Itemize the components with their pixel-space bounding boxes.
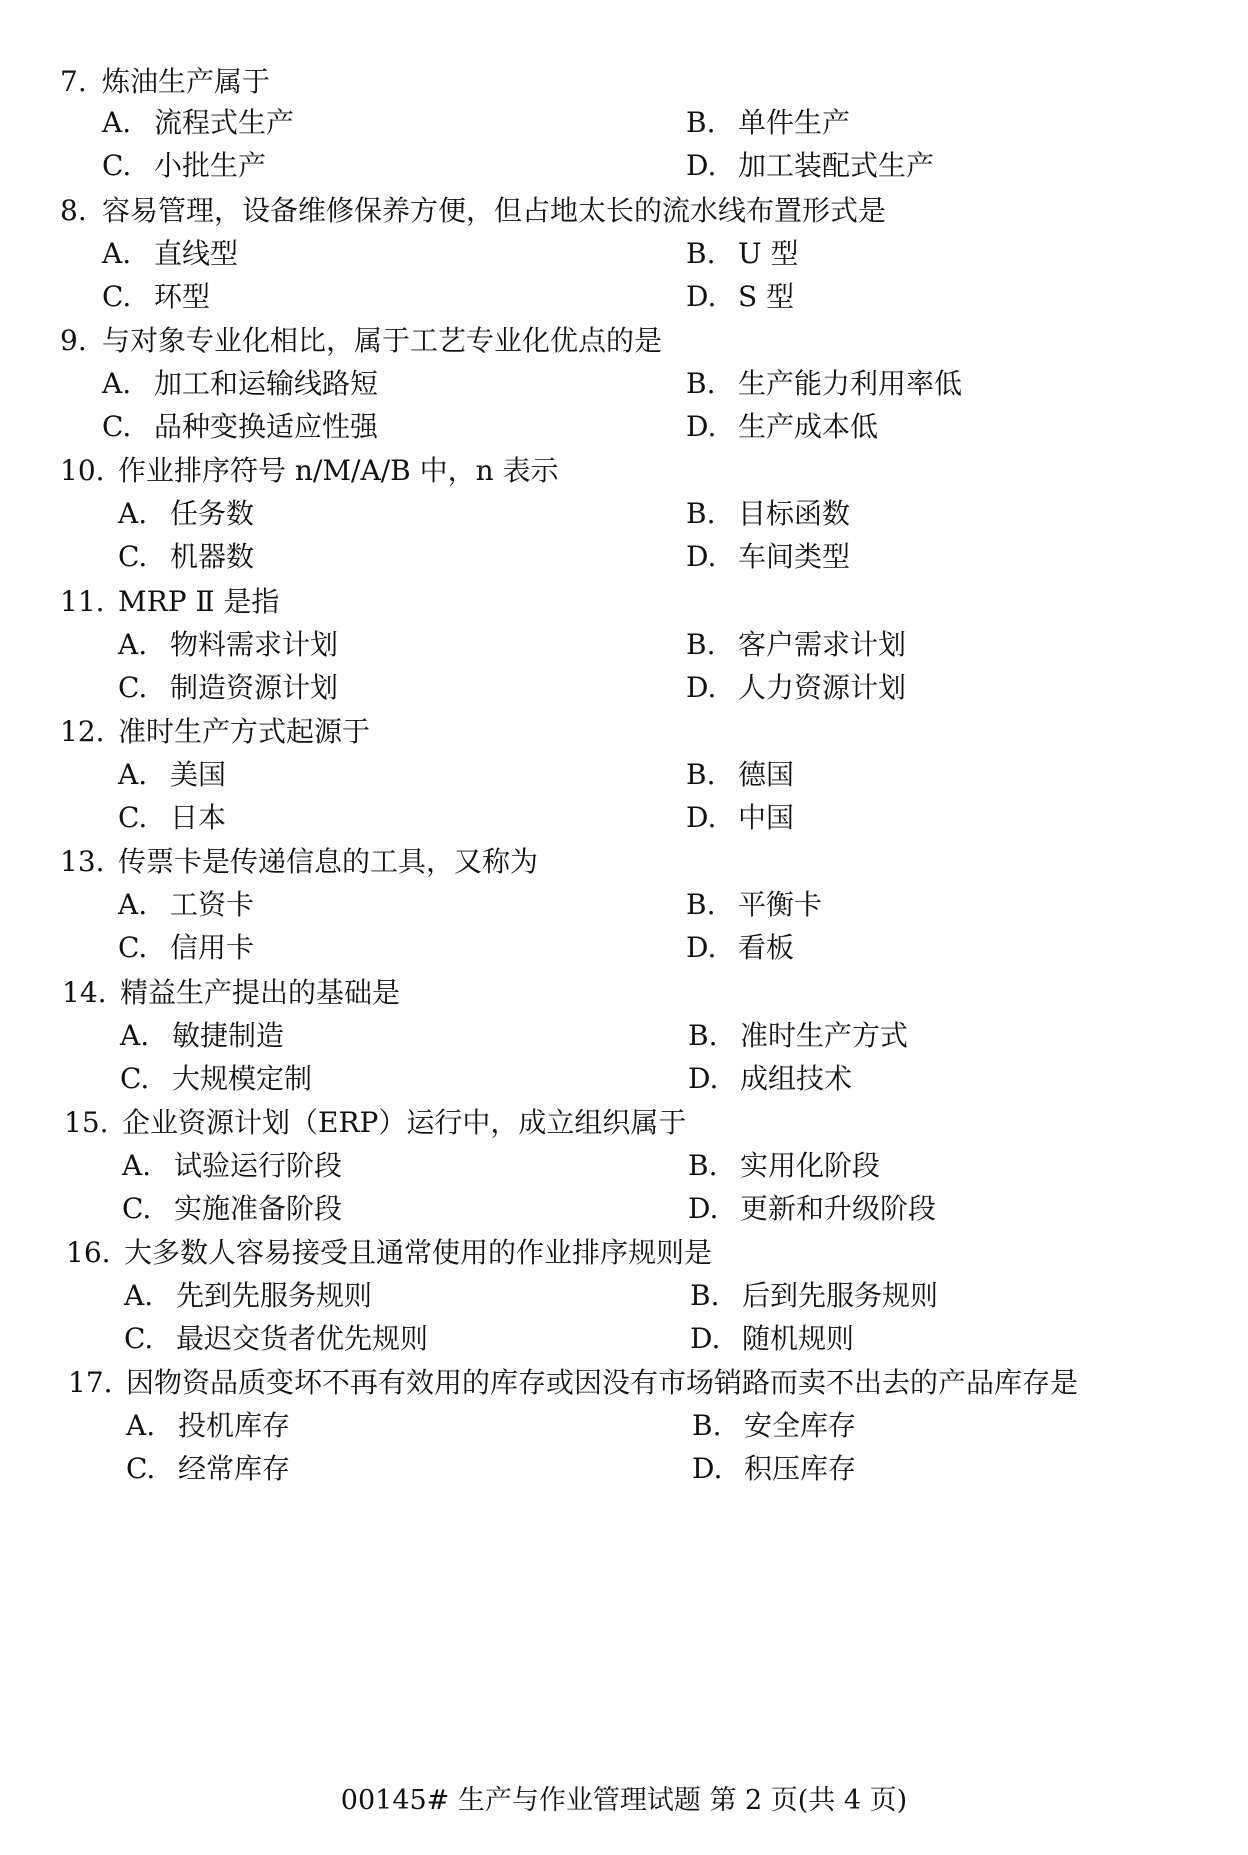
option-text: 美国 xyxy=(170,758,227,791)
option-text: 信用卡 xyxy=(170,931,255,964)
option-letter: A. xyxy=(102,367,132,400)
option-letter: B. xyxy=(686,758,716,791)
option-text: 准时生产方式 xyxy=(740,1019,909,1052)
option-letter: C. xyxy=(102,280,132,313)
option-b xyxy=(686,757,794,793)
option-text: 直线型 xyxy=(154,237,239,270)
option-b xyxy=(686,105,850,141)
option-a xyxy=(102,105,294,141)
question-text: 传票卡是传递信息的工具，又称为 xyxy=(118,845,539,878)
option-c xyxy=(118,670,338,706)
option-c xyxy=(124,1321,428,1357)
question-stem xyxy=(60,584,279,620)
option-letter: D. xyxy=(692,1452,723,1485)
question-number: 7. xyxy=(60,65,87,98)
option-text: 大规模定制 xyxy=(172,1062,313,1095)
option-b xyxy=(686,236,799,272)
option-letter: D. xyxy=(690,1322,721,1355)
option-text: 德国 xyxy=(738,758,795,791)
question-stem xyxy=(66,1235,712,1271)
option-letter: D. xyxy=(686,671,717,704)
option-a xyxy=(120,1018,284,1054)
option-letter: B. xyxy=(690,1279,720,1312)
question-text: 准时生产方式起源于 xyxy=(118,715,371,748)
option-b xyxy=(686,627,906,663)
option-text: S 型 xyxy=(738,280,795,313)
option-letter: C. xyxy=(118,671,148,704)
option-text: 看板 xyxy=(738,931,795,964)
option-letter: C. xyxy=(124,1322,154,1355)
option-d xyxy=(690,1321,854,1357)
option-text: 生产能力利用率低 xyxy=(738,367,963,400)
question-number: 14. xyxy=(62,976,107,1009)
question-text: MRP Ⅱ 是指 xyxy=(118,585,280,618)
question-text: 作业排序符号 n/M/A/B 中，n 表示 xyxy=(118,454,559,487)
option-text: 更新和升级阶段 xyxy=(740,1192,937,1225)
option-text: 中国 xyxy=(738,801,795,834)
option-letter: D. xyxy=(688,1062,719,1095)
option-text: 经常库存 xyxy=(178,1452,291,1485)
option-text: 车间类型 xyxy=(738,540,851,573)
option-b xyxy=(690,1278,938,1314)
option-d xyxy=(688,1061,852,1097)
option-letter: C. xyxy=(102,410,132,443)
option-letter: B. xyxy=(688,1149,718,1182)
option-letter: B. xyxy=(686,367,716,400)
option-text: 后到先服务规则 xyxy=(742,1279,939,1312)
option-letter: A. xyxy=(102,237,132,270)
option-a xyxy=(126,1408,290,1444)
option-text: 实施准备阶段 xyxy=(174,1192,343,1225)
option-d xyxy=(686,930,794,966)
option-text: 机器数 xyxy=(170,540,255,573)
option-text: 日本 xyxy=(170,801,227,834)
option-b xyxy=(688,1148,880,1184)
option-c xyxy=(102,148,266,184)
option-d xyxy=(686,409,878,445)
option-letter: A. xyxy=(102,106,132,139)
option-letter: D. xyxy=(686,410,717,443)
question-number: 16. xyxy=(66,1236,111,1269)
option-a xyxy=(118,757,226,793)
option-text: U 型 xyxy=(738,237,799,270)
option-letter: C. xyxy=(122,1192,152,1225)
question-text: 与对象专业化相比，属于工艺专业化优点的是 xyxy=(102,324,663,357)
page-footer: 00145# 生产与作业管理试题 第 2 页(共 4 页) xyxy=(340,1785,908,1816)
option-text: 实用化阶段 xyxy=(740,1149,881,1182)
option-text: 加工和运输线路短 xyxy=(154,367,379,400)
question-number: 8. xyxy=(60,194,87,227)
option-d xyxy=(692,1451,856,1487)
question-stem xyxy=(68,1365,1078,1401)
option-text: 环型 xyxy=(154,280,211,313)
question-number: 15. xyxy=(64,1106,109,1139)
option-c xyxy=(122,1191,342,1227)
option-a xyxy=(118,627,338,663)
option-letter: D. xyxy=(688,1192,719,1225)
option-text: 随机规则 xyxy=(742,1322,855,1355)
option-c xyxy=(118,800,226,836)
question-number: 11. xyxy=(60,585,105,618)
option-letter: C. xyxy=(120,1062,150,1095)
question-stem xyxy=(60,193,886,229)
option-letter: B. xyxy=(686,888,716,921)
option-text: 流程式生产 xyxy=(154,106,295,139)
option-text: 加工装配式生产 xyxy=(738,149,935,182)
option-letter: C. xyxy=(126,1452,156,1485)
question-number: 13. xyxy=(60,845,105,878)
option-c xyxy=(102,279,210,315)
option-b xyxy=(692,1408,856,1444)
option-a xyxy=(118,496,254,532)
option-text: 目标函数 xyxy=(738,497,851,530)
option-text: 人力资源计划 xyxy=(738,671,907,704)
option-a xyxy=(102,366,378,402)
option-text: 工资卡 xyxy=(170,888,255,921)
option-letter: A. xyxy=(120,1019,150,1052)
option-letter: D. xyxy=(686,801,717,834)
option-d xyxy=(686,148,934,184)
option-letter: C. xyxy=(102,149,132,182)
option-c xyxy=(120,1061,312,1097)
option-text: 物料需求计划 xyxy=(170,628,339,661)
question-stem xyxy=(60,453,559,489)
option-text: 任务数 xyxy=(170,497,255,530)
question-number: 17. xyxy=(68,1366,113,1399)
option-letter: B. xyxy=(686,106,716,139)
question-text: 企业资源计划（ERP）运行中，成立组织属于 xyxy=(122,1106,687,1139)
option-d xyxy=(686,670,906,706)
option-d xyxy=(686,800,794,836)
option-text: 投机库存 xyxy=(178,1409,291,1442)
option-text: 最迟交货者优先规则 xyxy=(176,1322,429,1355)
option-text: 敏捷制造 xyxy=(172,1019,285,1052)
question-stem xyxy=(60,844,538,880)
option-text: 生产成本低 xyxy=(738,410,879,443)
question-number: 10. xyxy=(60,454,105,487)
option-letter: A. xyxy=(124,1279,154,1312)
option-letter: B. xyxy=(686,628,716,661)
option-d xyxy=(688,1191,936,1227)
question-number: 9. xyxy=(60,324,87,357)
option-b xyxy=(686,366,962,402)
option-letter: B. xyxy=(688,1019,718,1052)
question-text: 大多数人容易接受且通常使用的作业排序规则是 xyxy=(124,1236,713,1269)
option-letter: D. xyxy=(686,931,717,964)
option-d xyxy=(686,279,794,315)
option-c xyxy=(126,1451,290,1487)
option-text: 先到先服务规则 xyxy=(176,1279,373,1312)
option-a xyxy=(122,1148,342,1184)
option-b xyxy=(686,496,850,532)
option-b xyxy=(686,887,822,923)
question-text: 因物资品质变坏不再有效用的库存或因没有市场销路而卖不出去的产品库存是 xyxy=(126,1366,1079,1399)
question-stem xyxy=(60,323,662,359)
option-letter: C. xyxy=(118,931,148,964)
option-letter: A. xyxy=(118,628,148,661)
option-letter: D. xyxy=(686,280,717,313)
option-letter: D. xyxy=(686,540,717,573)
option-letter: C. xyxy=(118,801,148,834)
option-letter: B. xyxy=(692,1409,722,1442)
option-letter: A. xyxy=(118,758,148,791)
question-stem xyxy=(64,1105,686,1141)
question-stem xyxy=(60,64,270,100)
option-text: 安全库存 xyxy=(744,1409,857,1442)
question-text: 精益生产提出的基础是 xyxy=(120,976,401,1009)
option-d xyxy=(686,539,850,575)
option-letter: A. xyxy=(126,1409,156,1442)
option-letter: A. xyxy=(122,1149,152,1182)
option-a xyxy=(118,887,254,923)
question-text: 容易管理，设备维修保养方便，但占地太长的流水线布置形式是 xyxy=(102,194,887,227)
option-c xyxy=(102,409,378,445)
option-text: 制造资源计划 xyxy=(170,671,339,704)
option-text: 品种变换适应性强 xyxy=(154,410,379,443)
option-text: 客户需求计划 xyxy=(738,628,907,661)
option-letter: D. xyxy=(686,149,717,182)
option-c xyxy=(118,930,254,966)
option-a xyxy=(124,1278,372,1314)
question-number: 12. xyxy=(60,715,105,748)
question-stem xyxy=(62,975,400,1011)
option-text: 平衡卡 xyxy=(738,888,823,921)
option-letter: C. xyxy=(118,540,148,573)
option-letter: B. xyxy=(686,237,716,270)
option-letter: A. xyxy=(118,497,148,530)
option-text: 积压库存 xyxy=(744,1452,857,1485)
option-c xyxy=(118,539,254,575)
option-letter: B. xyxy=(686,497,716,530)
option-b xyxy=(688,1018,908,1054)
option-letter: A. xyxy=(118,888,148,921)
option-text: 小批生产 xyxy=(154,149,267,182)
question-text: 炼油生产属于 xyxy=(102,65,271,98)
option-a xyxy=(102,236,238,272)
option-text: 单件生产 xyxy=(738,106,851,139)
option-text: 成组技术 xyxy=(740,1062,853,1095)
option-text: 试验运行阶段 xyxy=(174,1149,343,1182)
question-stem xyxy=(60,714,370,750)
